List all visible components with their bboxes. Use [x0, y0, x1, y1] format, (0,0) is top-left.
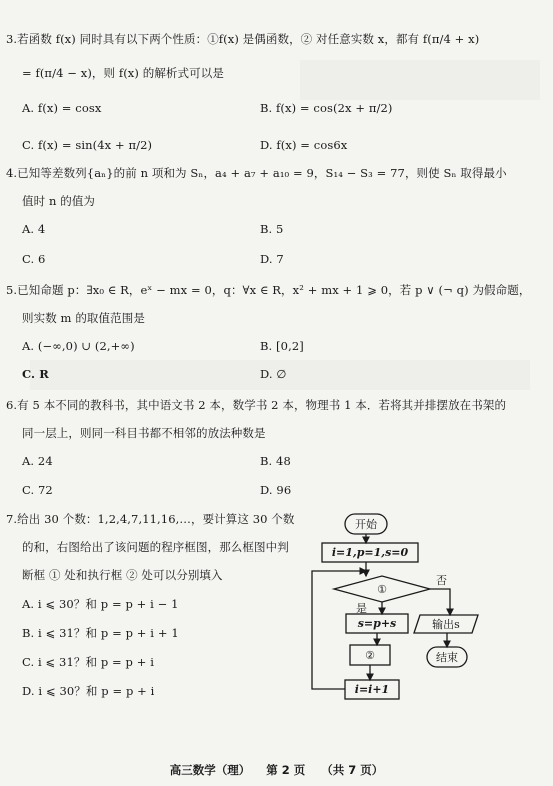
q5-option-d: D. ∅: [260, 367, 287, 381]
q7-stem-line1: 7.给出 30 个数：1,2,4,7,11,16,…，要计算这 30 个数: [6, 512, 295, 526]
q7-option-a: A. i ⩽ 30？和 p = p + i − 1: [22, 597, 179, 611]
footer-page-number: 第 2 页: [266, 763, 306, 777]
q6-option-d: D. 96: [260, 483, 292, 497]
q4-stem-line2: 值时 n 的值为: [22, 194, 96, 208]
footer-subject: 高三数学（理）: [169, 763, 251, 777]
q4-option-a: A. 4: [22, 222, 46, 236]
flow-step2-label: ②: [365, 649, 375, 662]
flow-sum-label: s=p+s: [357, 617, 397, 630]
q6-option-b: B. 48: [260, 454, 291, 468]
q6-stem-line1: 6.有 5 本不同的教科书，其中语文书 2 本，数学书 2 本，物理书 1 本．若将其并排摆放在书架的: [6, 398, 507, 412]
q4-option-b: B. 5: [260, 222, 284, 236]
q6-option-c: C. 72: [22, 483, 53, 497]
q4-option-d: D. 7: [260, 252, 284, 266]
q3-option-b: B. f(x) = cos(2x + π/2): [260, 101, 393, 115]
q6-option-a: A. 24: [22, 454, 53, 468]
q7-stem-line3: 断框 ① 处和执行框 ② 处可以分别填入: [22, 568, 223, 582]
flow-output-label: 输出s: [432, 618, 460, 631]
q7-option-b: B. i ⩽ 31？和 p = p + i + 1: [22, 626, 179, 640]
program-flowchart: [290, 505, 490, 710]
flow-start-label: 开始: [355, 518, 377, 531]
q5-option-b: B. [0,2]: [260, 339, 304, 353]
q3-stem-line1: 3.若函数 f(x) 同时具有以下两个性质：①f(x) 是偶函数，② 对任意实数 x，都有 f(π/4 + x): [6, 32, 480, 46]
flow-yes-label: 是: [356, 602, 367, 615]
flow-decision-label: ①: [377, 583, 387, 596]
flow-increment-label: i=i+1: [354, 683, 390, 696]
q3-option-c: C. f(x) = sin(4x + π/2): [22, 138, 153, 152]
footer-total-pages: （共 7 页）: [321, 763, 384, 777]
q7-option-c: C. i ⩽ 31？和 p = p + i: [22, 655, 155, 669]
q5-option-c: C. R: [22, 367, 49, 381]
q5-stem-line1: 5.已知命题 p：∃x₀ ∈ R，eˣ − mx = 0，q：∀x ∈ R，x² + mx + 1 ⩾ 0，若 p ∨ (¬ q) 为假命题，: [6, 283, 531, 297]
q7-stem-line2: 的和，右图给出了该问题的程序框图，那么框图中判: [22, 540, 289, 554]
flow-init-label: i=1,p=1,s=0: [331, 546, 409, 559]
q7-option-d: D. i ⩽ 30？和 p = p + i: [22, 684, 155, 698]
q4-option-c: C. 6: [22, 252, 46, 266]
flow-no-label: 否: [436, 574, 447, 587]
q6-stem-line2: 同一层上，则同一科目书都不相邻的放法种数是: [22, 426, 266, 440]
q3-option-d: D. f(x) = cos6x: [260, 138, 348, 152]
flow-end-label: 结束: [436, 651, 458, 664]
q5-option-a: A. (−∞,0) ∪ (2,+∞): [22, 339, 135, 353]
bleed-through: [300, 60, 540, 100]
q3-stem-line2: = f(π/4 − x)，则 f(x) 的解析式可以是: [22, 66, 224, 80]
q5-stem-line2: 则实数 m 的取值范围是: [22, 311, 145, 325]
page-footer: [0, 762, 553, 778]
q3-option-a: A. f(x) = cosx: [22, 101, 102, 115]
q4-stem-line1: 4.已知等差数列{aₙ}的前 n 项和为 Sₙ，a₄ + a₇ + a₁₀ = 9，S₁₄ − S₃ = 77，则使 Sₙ 取得最小: [6, 166, 507, 180]
